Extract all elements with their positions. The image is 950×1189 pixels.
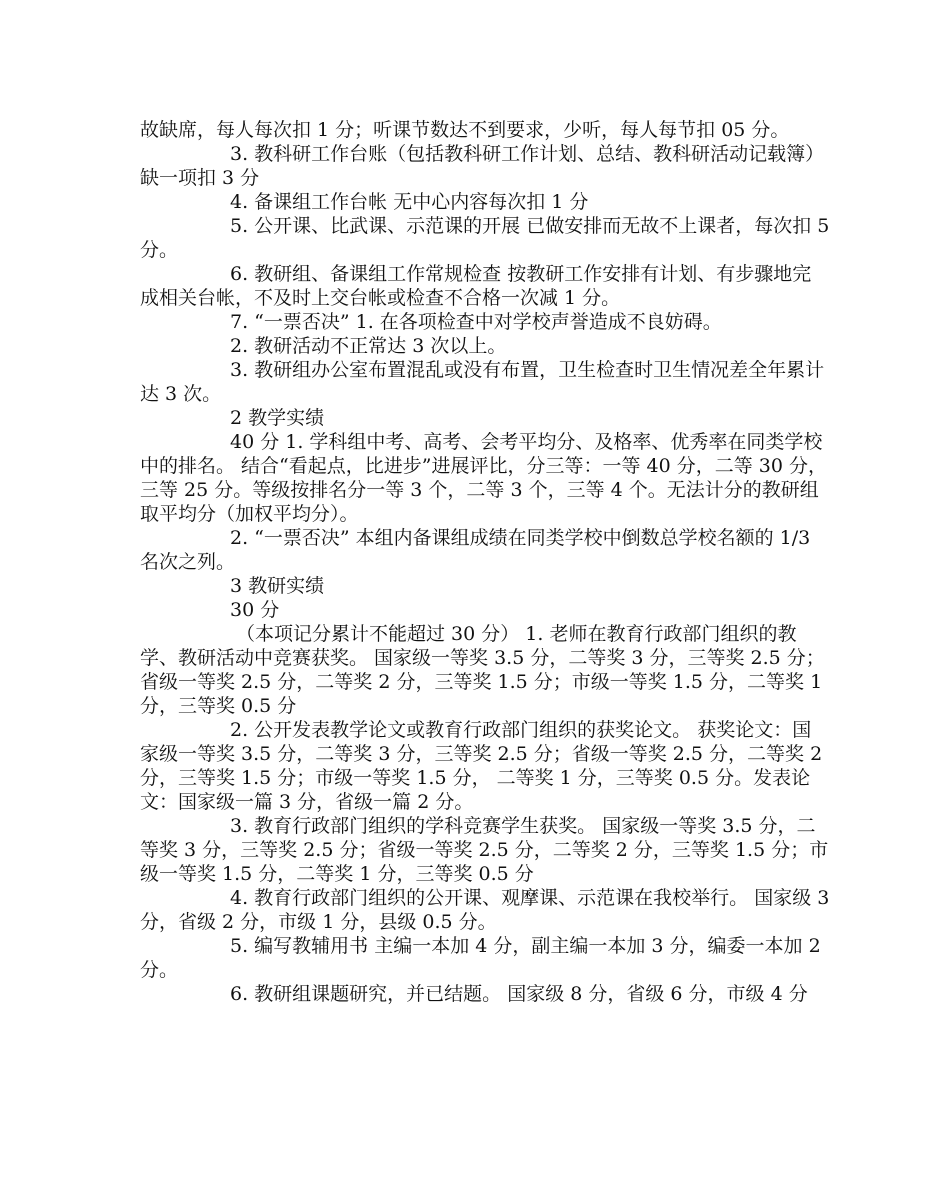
- paragraph: 故缺席，每人每次扣 1 分；听课节数达不到要求，少听，每人每节扣 05 分。: [140, 119, 790, 141]
- paragraph: 4. 教育行政部门组织的公开课、观摩课、示范课在我校举行。 国家级 3 分，省级 2 分，市级 1 分，县级 0.5 分。: [140, 887, 830, 933]
- paragraph: 5. 编写教辅用书 主编一本加 4 分，副主编一本加 3 分，编委一本加 2 分。: [140, 935, 821, 981]
- section-heading: 2 教学实绩: [230, 407, 325, 429]
- paragraph: 30 分: [230, 599, 280, 621]
- paragraph: 7. “一票否决” 1. 在各项检查中对学校声誉造成不良妨碍。: [230, 311, 722, 333]
- paragraph: 2. 公开发表教学论文或教育行政部门组织的获奖论文。 获奖论文：国家级一等奖 3.5 分，二等奖 3 分，三等奖 2.5 分；省级一等奖 2.5 分，二等奖 2 分，三等奖 1.5 分；市级一等奖 1.5 分， 二等奖 1 分，三等奖 0.5 分。发表论文：国家级一篇 3 分，省级一篇 2 分。: [140, 719, 823, 813]
- paragraph: 40 分 1. 学科组中考、高考、会考平均分、及格率、优秀率在同类学校中的排名。 结合“看起点，比进步”进展评比，分三等：一等 40 分，二等 30 分，三等 25 分。等级按排名分一等 3 个，二等 3 个，三等 4 个。无法计分的教研组取平均分（加权平均分）。: [140, 431, 827, 525]
- paragraph: 2. “一票否决” 本组内备课组成绩在同类学校中倒数总学校名额的 1/3 名次之列。: [140, 527, 811, 573]
- paragraph: 3. 教研组办公室布置混乱或没有布置，卫生检查时卫生情况差全年累计达 3 次。: [140, 359, 825, 405]
- paragraph: 3. 教育行政部门组织的学科竞赛学生获奖。 国家级一等奖 3.5 分，二等奖 3 分，三等奖 2.5 分；省级一等奖 2.5 分，二等奖 2 分，三等奖 1.5 分；市级一等奖 1.5 分，二等奖 1 分，三等奖 0.5 分: [140, 815, 829, 885]
- paragraph: 6. 教研组课题研究，并已结题。 国家级 8 分，省级 6 分，市级 4 分: [230, 983, 808, 1005]
- paragraph: 2. 教研活动不正常达 3 次以上。: [230, 335, 507, 357]
- paragraph: 3. 教科研工作台账（包括教科研工作计划、总结、教科研活动记载簿） 缺一项扣 3 分: [140, 143, 825, 189]
- paragraph: 4. 备课组工作台帐 无中心内容每次扣 1 分: [230, 191, 589, 213]
- section-heading: 3 教研实绩: [230, 575, 325, 597]
- document-body: [140, 118, 830, 1006]
- paragraph: 6. 教研组、备课组工作常规检查 按教研工作安排有计划、有步骤地完成相关台帐，不及时上交台帐或检查不合格一次减 1 分。: [140, 263, 812, 309]
- paragraph: （本项记分累计不能超过 30 分） 1. 老师在教育行政部门组织的教学、教研活动中竞赛获奖。 国家级一等奖 3.5 分，二等奖 3 分，三等奖 2.5 分；省级一等奖 2.5 分，二等奖 2 分，三等奖 1.5 分；市级一等奖 1.5 分，二等奖 1 分，三等奖 0.5 分: [140, 623, 825, 717]
- paragraph: 5. 公开课、比武课、示范课的开展 已做安排而无故不上课者，每次扣 5 分。: [140, 215, 830, 261]
